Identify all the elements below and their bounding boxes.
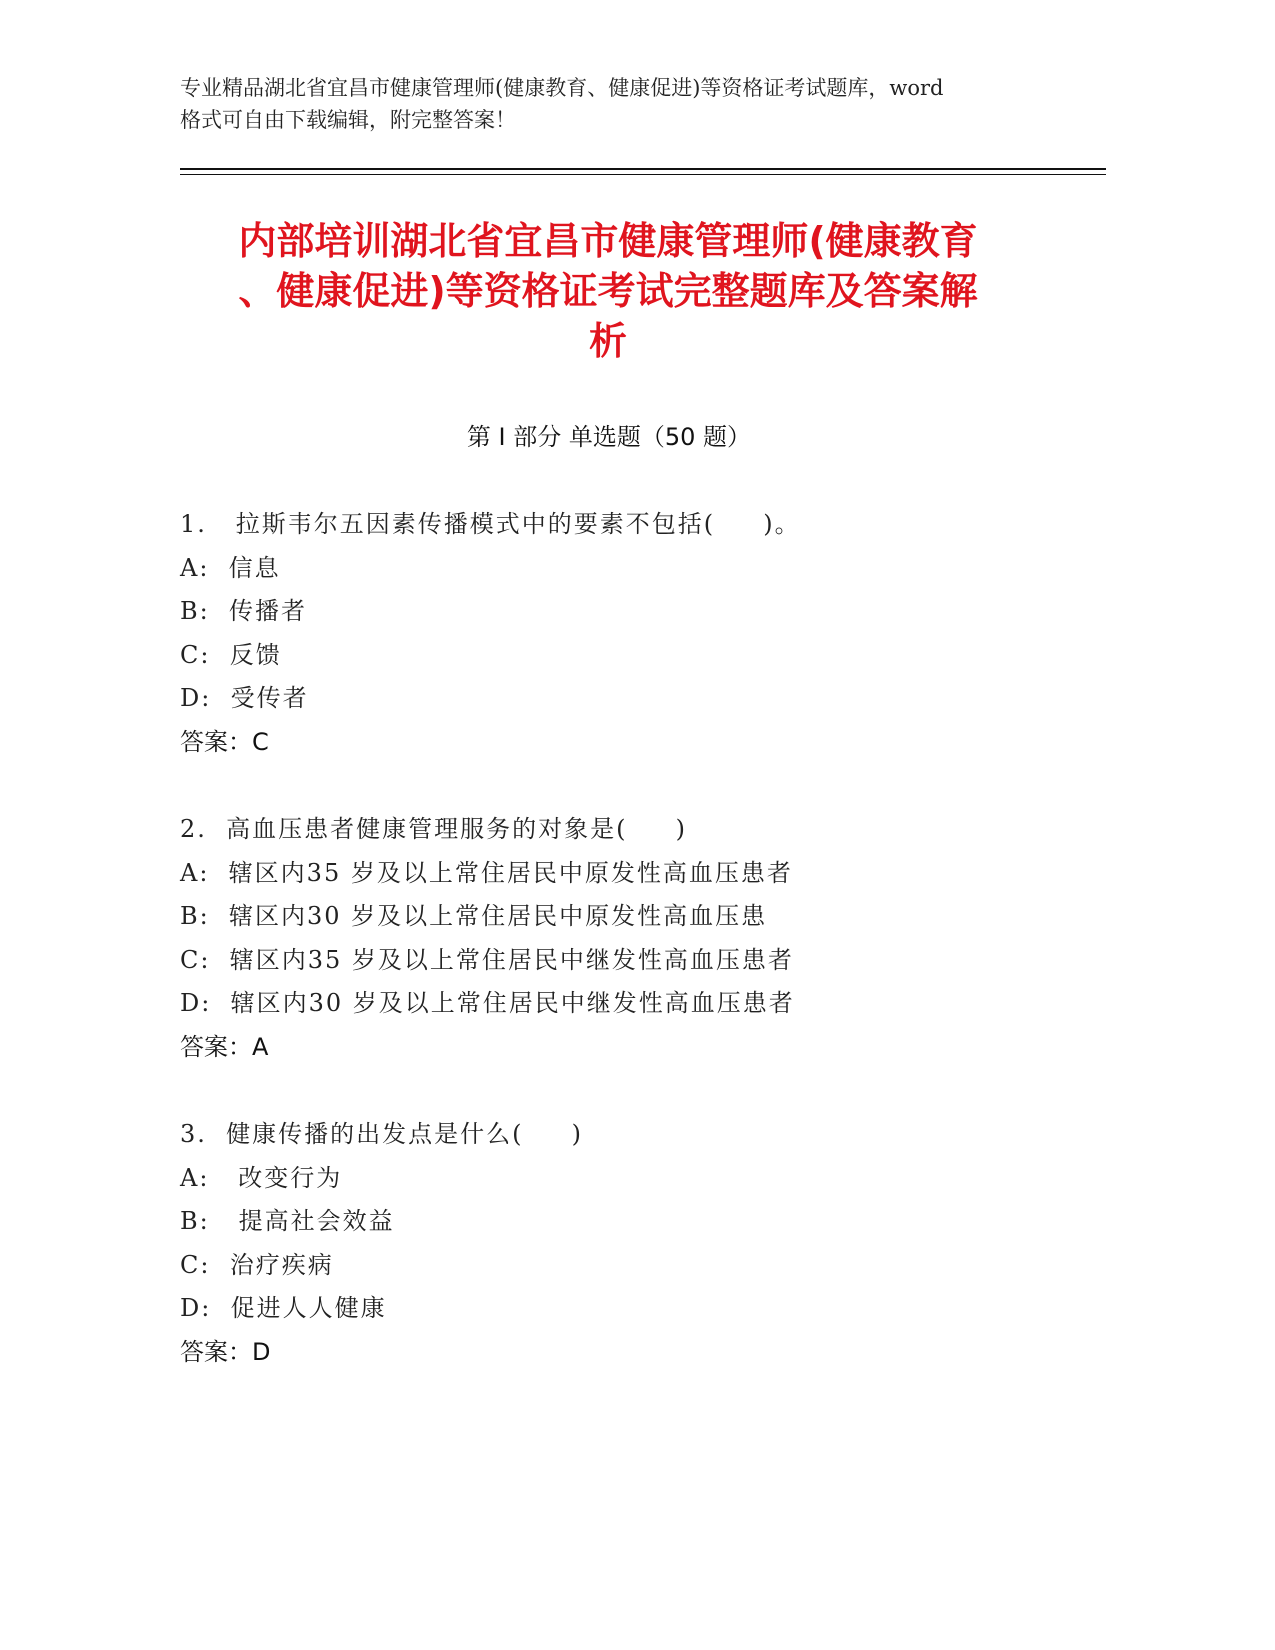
document-title [175, 216, 1041, 366]
option-d: D: 促进人人健康 [180, 1294, 387, 1322]
title-line-3: 析 [588, 319, 627, 363]
option-b: B: 传播者 [180, 597, 307, 625]
question-stem: 1. 拉斯韦尔五因素传播模式中的要素不包括( )。 [180, 510, 801, 538]
header-divider-thin [180, 174, 1106, 175]
page-header [180, 72, 1060, 136]
question-stem: 3. 健康传播的出发点是什么( ) [180, 1120, 584, 1148]
question-stem: 2. 高血压患者健康管理服务的对象是( ) [180, 815, 688, 843]
question-1 [180, 503, 1040, 764]
title-line-1: 内部培训湖北省宜昌市健康管理师(健康教育 [238, 219, 978, 263]
answer: 答案：D [180, 1337, 271, 1366]
answer: 答案：C [180, 727, 269, 756]
option-a: A: 改变行为 [180, 1163, 343, 1192]
option-d: D: 辖区内30 岁及以上常住居民中继发性高血压患者 [180, 989, 795, 1017]
option-c: C: 辖区内35 岁及以上常住居民中继发性高血压患者 [180, 945, 794, 974]
option-b: B: 提高社会效益 [180, 1207, 395, 1235]
option-a: A: 辖区内35 岁及以上常住居民中原发性高血压患者 [180, 858, 793, 887]
header-line-2: 格式可自由下载编辑，附完整答案！ [180, 108, 516, 132]
title-line-2: 、健康促进)等资格证考试完整题库及答案解 [238, 269, 978, 313]
option-c: C: 反馈 [180, 640, 282, 669]
header-divider-thick [180, 168, 1106, 170]
option-d: D: 受传者 [180, 684, 309, 712]
option-a: A: 信息 [180, 553, 281, 582]
answer: 答案：A [180, 1032, 269, 1061]
question-2 [180, 808, 1040, 1069]
header-line-1: 专业精品湖北省宜昌市健康管理师(健康教育、健康促进)等资格证考试题库，word [180, 76, 944, 100]
option-b: B: 辖区内30 岁及以上常住居民中原发性高血压患 [180, 902, 768, 930]
question-3 [180, 1113, 1040, 1374]
option-c: C: 治疗疾病 [180, 1250, 334, 1279]
section-title: 第 I 部分 单选题（50 题） [466, 423, 752, 451]
